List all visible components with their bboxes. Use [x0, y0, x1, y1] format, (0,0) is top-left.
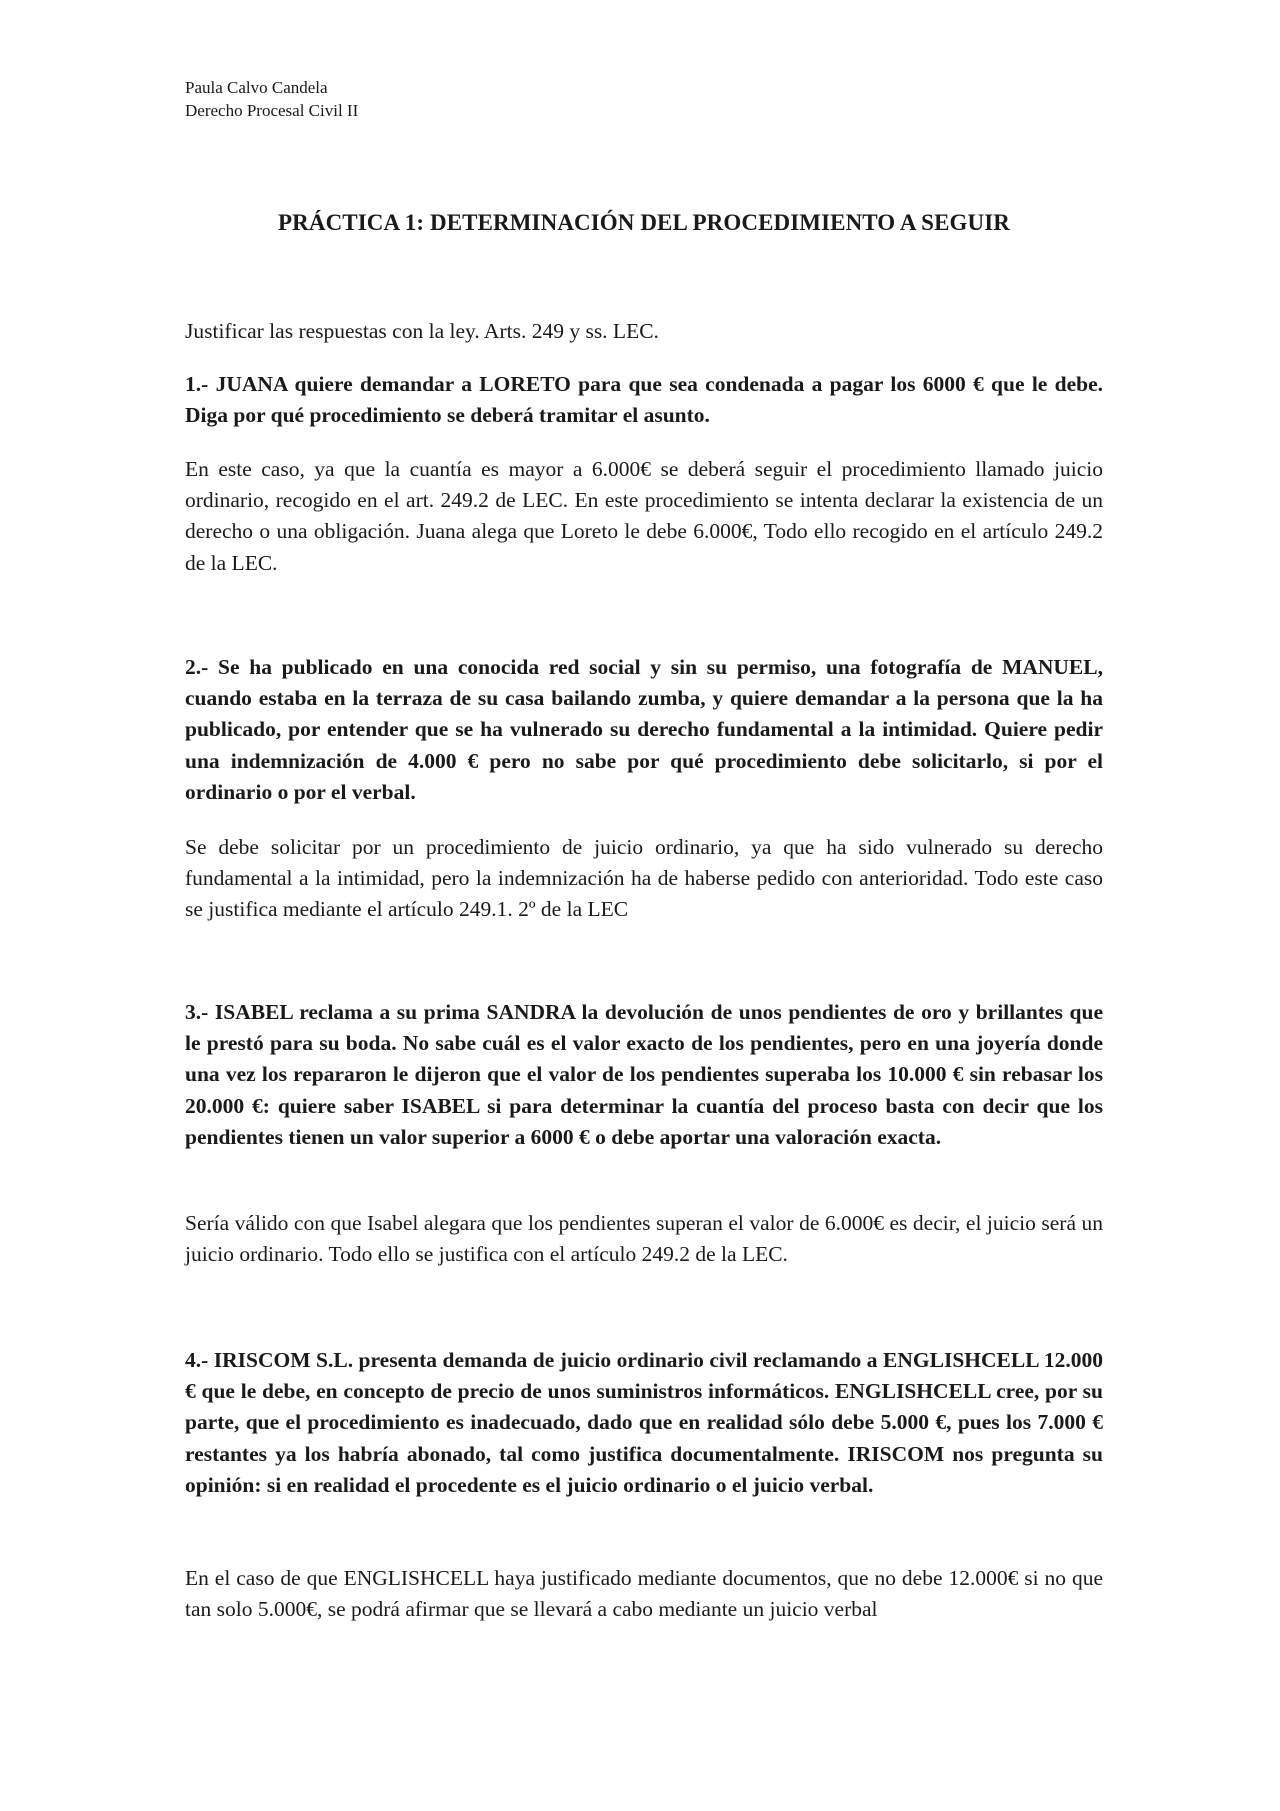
question-1: 1.- JUANA quiere demandar a LORETO para que sea condenada a pagar los 6000 € que le debe. Diga por qué procedimiento se deberá tramitar el asunto.: [185, 372, 1103, 428]
answer-2: Se debe solicitar por un procedimiento de juicio ordinario, ya que ha sido vulnerado su derecho fundamental a la intimidad, pero la indemnización ha de haberse pedido con anterioridad. Todo este caso se justifica mediante el artículo 249.1. 2º de la LEC: [185, 835, 1103, 922]
answer-1: En este caso, ya que la cuantía es mayor a 6.000€ se deberá seguir el procedimiento llamado juicio ordinario, recogido en el art. 249.2 de LEC. En este procedimiento se intenta declarar la existencia de un derecho o una obligación. Juana alega que Loreto le debe 6.000€, Todo ello recogido en el artículo 249.2 de la LEC.: [185, 457, 1103, 575]
question-2: 2.- Se ha publicado en una conocida red social y sin su permiso, una fotografía de MANUEL, cuando estaba en la terraza de su casa bailando zumba, y quiere demandar a la persona que la ha publicado, por entender que se ha vulnerado su derecho fundamental a la intimidad. Quiere pedir una indemnización de 4.000 € pero no sabe por qué procedimiento debe solicitarlo, si por el ordinario o por el verbal.: [185, 655, 1103, 804]
instructions-paragraph: Justificar las respuestas con la ley. Arts. 249 y ss. LEC.: [185, 319, 659, 343]
author-name: Paula Calvo Candela: [185, 78, 328, 97]
answer-4: En el caso de que ENGLISHCELL haya justificado mediante documentos, que no debe 12.000€ si no que tan solo 5.000€, se podrá afirmar que se llevará a cabo mediante un juicio verbal: [185, 1566, 1103, 1622]
question-4: 4.- IRISCOM S.L. presenta demanda de juicio ordinario civil reclamando a ENGLISHCELL 12.000 € que le debe, en concepto de precio de unos suministros informáticos. ENGLISHCELL cree, por su parte, que el procedimiento es inadecuado, dado que en realidad sólo debe 5.000 €, pues los 7.000 € restantes ya los habría abonado, tal como justifica documentalmente. IRISCOM nos pregunta su opinión: si en realidad el procedente es el juicio ordinario o el juicio verbal.: [185, 1348, 1103, 1497]
question-3: 3.- ISABEL reclama a su prima SANDRA la devolución de unos pendientes de oro y brillantes que le prestó para su boda. No sabe cuál es el valor exacto de los pendientes, pero en una joyería donde una vez los repararon le dijeron que el valor de los pendientes superaba los 10.000 € sin rebasar los 20.000 €: quiere saber ISABEL si para determinar la cuantía del proceso basta con decir que los pendientes tienen un valor superior a 6000 € o debe aportar una valoración exacta.: [185, 1000, 1103, 1149]
document-title: PRÁCTICA 1: DETERMINACIÓN DEL PROCEDIMIENTO A SEGUIR: [278, 210, 1010, 235]
course-name: Derecho Procesal Civil II: [185, 101, 359, 120]
page-header: [185, 76, 358, 122]
answer-3: Sería válido con que Isabel alegara que los pendientes superan el valor de 6.000€ es decir, el juicio será un juicio ordinario. Todo ello se justifica con el artículo 249.2 de la LEC.: [185, 1211, 1103, 1267]
